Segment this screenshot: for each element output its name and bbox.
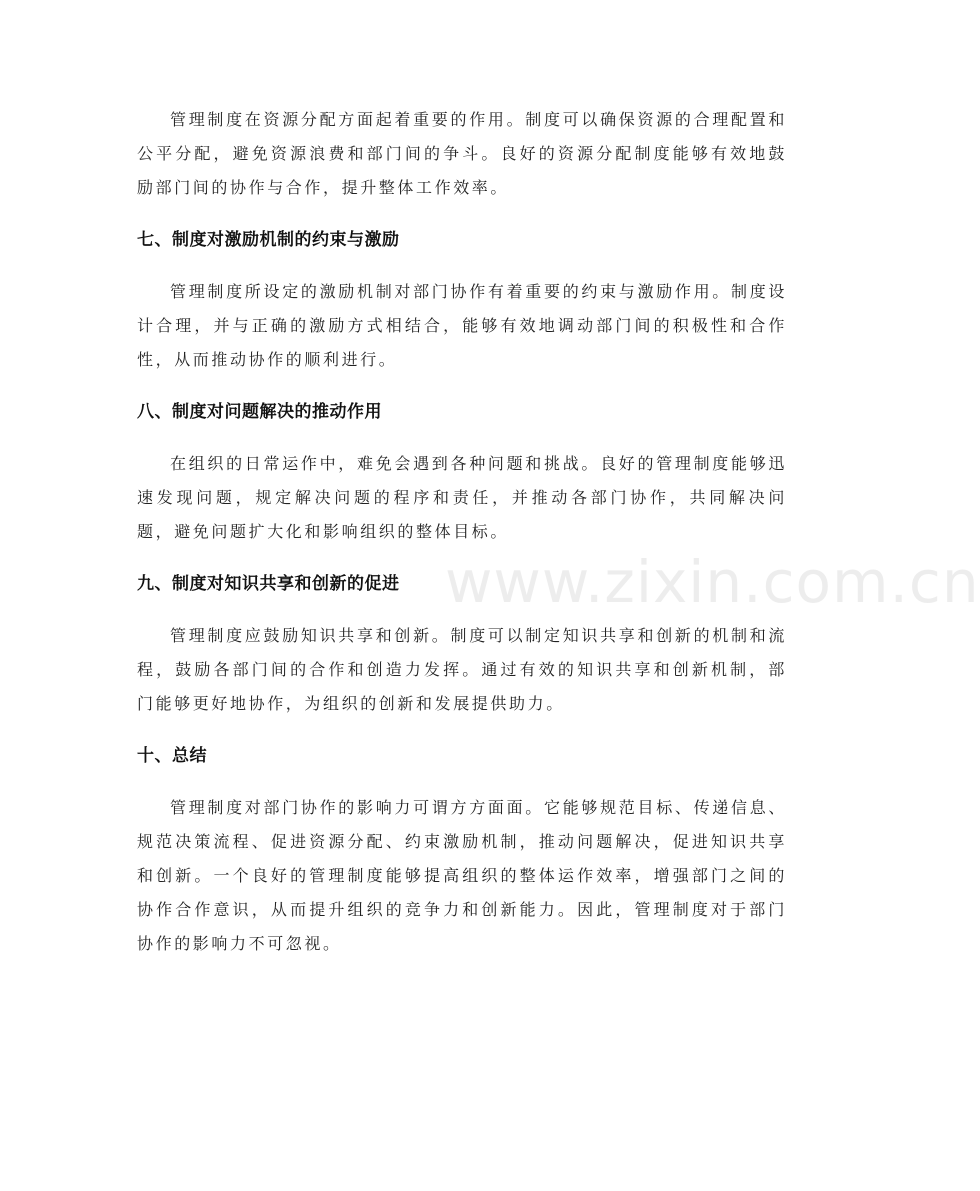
section-heading-10: 十、总结 [137, 746, 207, 766]
watermark-text: www.zixin.com.cn [445, 548, 980, 616]
document-body [137, 103, 787, 961]
section-paragraph-9: 管理制度应鼓励知识共享和创新。制度可以制定知识共享和创新的机制和流程，鼓励各部门间的合作和创造力发挥。通过有效的知识共享和创新机制，部门能够更好地协作，为组织的创新和发展提供助力。 [137, 626, 787, 713]
section-paragraph-10: 管理制度对部门协作的影响力可谓方方面面。它能够规范目标、传递信息、规范决策流程、促进资源分配、约束激励机制，推动问题解决，促进知识共享和创新。一个良好的管理制度能够提高组织的整体运作效率，增强部门之间的协作合作意识，从而提升组织的竞争力和创新能力。因此，管理制度对于部门协作的影响力不可忽视。 [137, 798, 787, 953]
intro-paragraph: 管理制度在资源分配方面起着重要的作用。制度可以确保资源的合理配置和公平分配，避免资源浪费和部门间的争斗。良好的资源分配制度能够有效地鼓励部门间的协作与合作，提升整体工作效率。 [137, 110, 787, 197]
section-heading-8: 八、制度对问题解决的推动作用 [137, 402, 382, 422]
section-paragraph-7: 管理制度所设定的激励机制对部门协作有着重要的约束与激励作用。制度设计合理，并与正确的激励方式相结合，能够有效地调动部门间的积极性和合作性，从而推动协作的顺利进行。 [137, 282, 787, 369]
section-paragraph-8: 在组织的日常运作中，难免会遇到各种问题和挑战。良好的管理制度能够迅速发现问题，规定解决问题的程序和责任，并推动各部门协作，共同解决问题，避免问题扩大化和影响组织的整体目标。 [137, 454, 787, 541]
section-heading-9: 九、制度对知识共享和创新的促进 [137, 574, 400, 594]
section-heading-7: 七、制度对激励机制的约束与激励 [137, 230, 400, 250]
